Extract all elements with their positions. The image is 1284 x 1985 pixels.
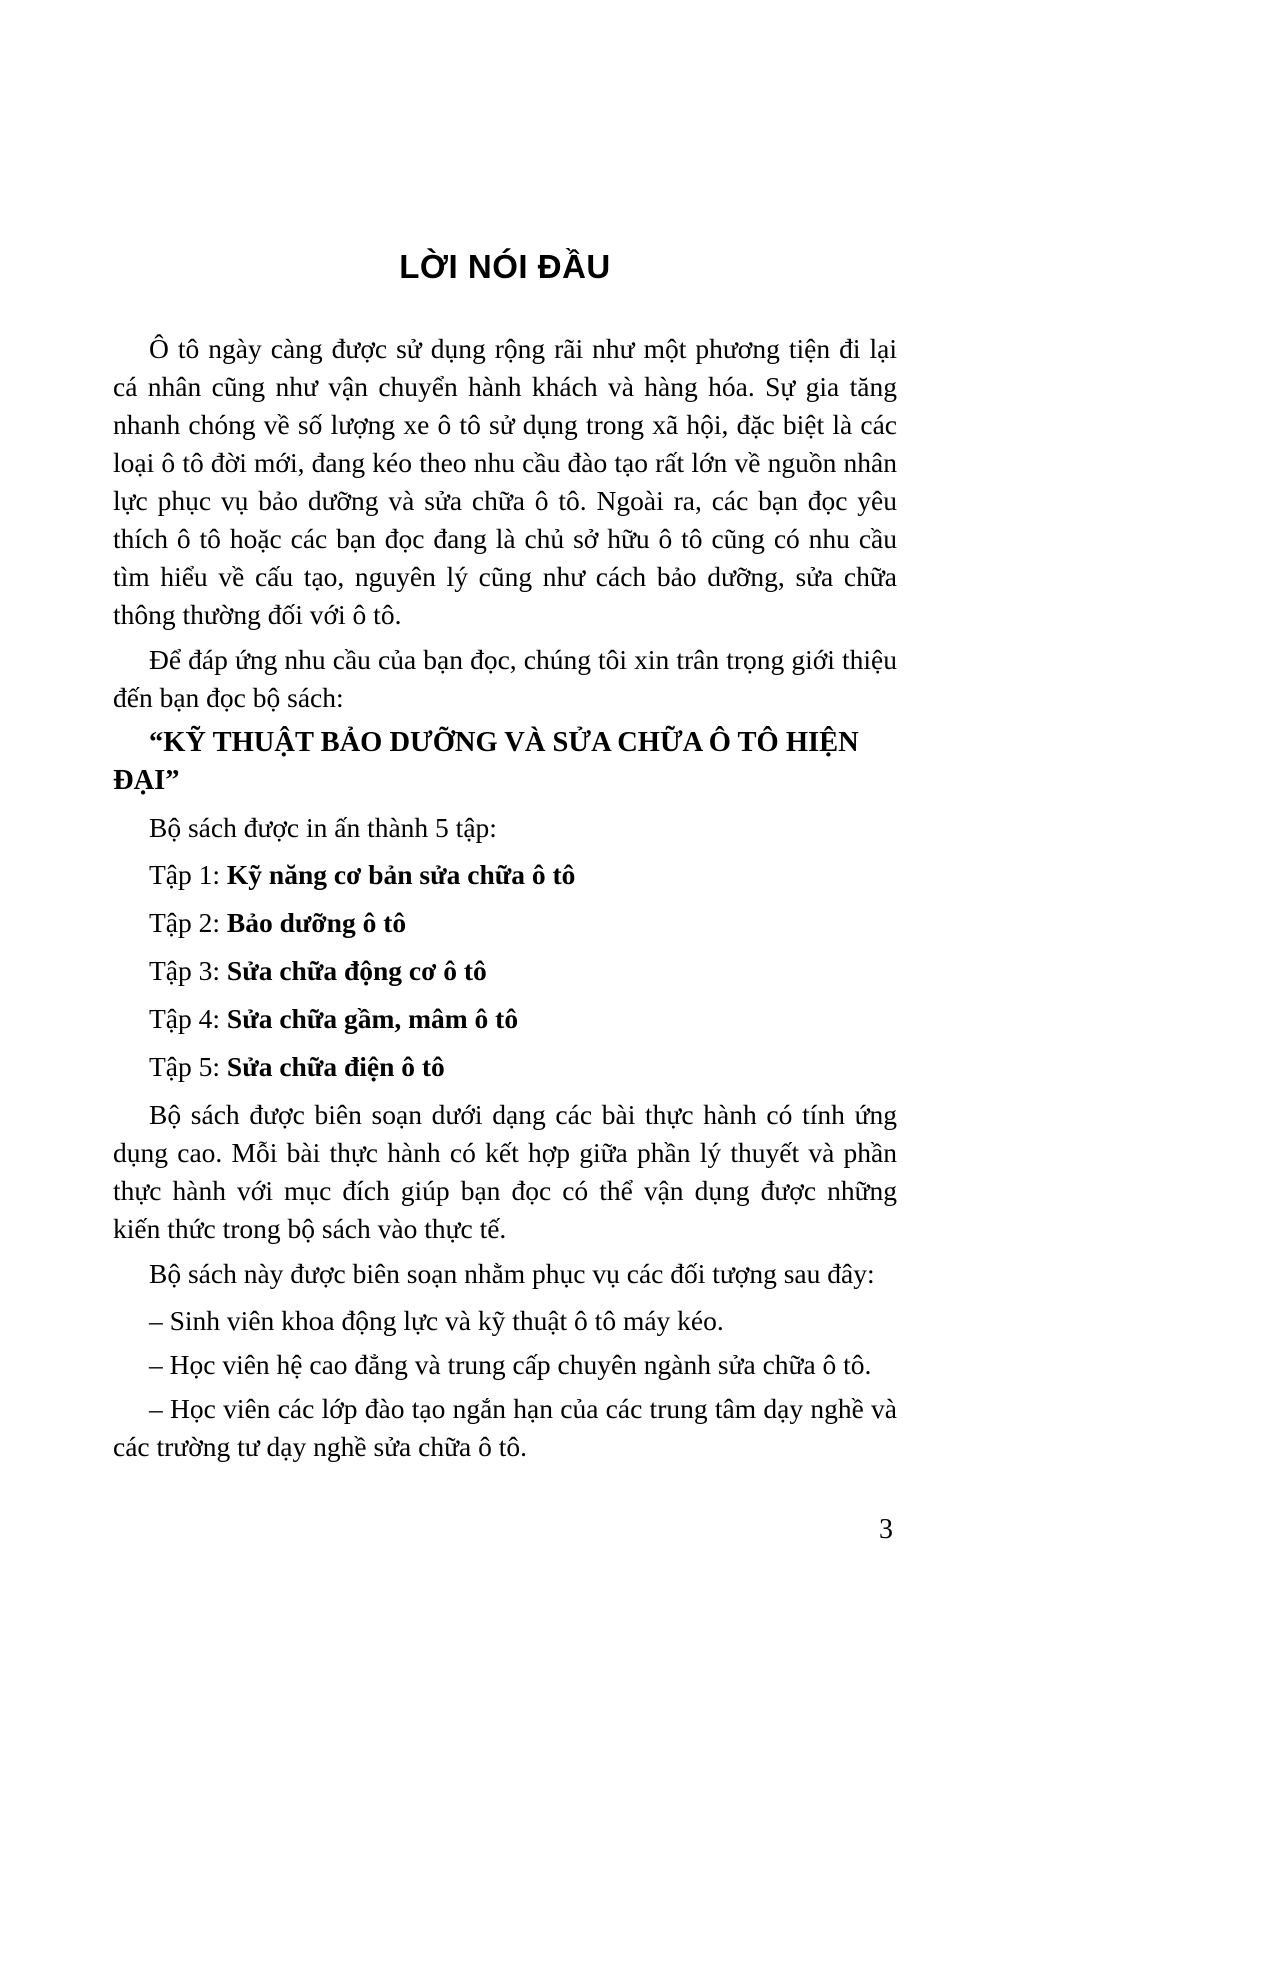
- volume-label: Tập 2:: [149, 907, 221, 938]
- paragraph-intro: Ô tô ngày càng được sử dụng rộng rãi như một phương tiện đi lại cá nhân cũng như vận chuyển hành khách và hàng hóa. Sự gia tăng nhanh chóng về số lượng xe ô tô sử dụng trong xã hội, đặc biệt là các loại ô tô đời mới, đang kéo theo nhu cầu đào tạo rất lớn về nguồn nhân lực phục vụ bảo dưỡng và sửa chữa ô tô. Ngoài ra, các bạn đọc yêu thích ô tô hoặc các bạn đọc đang là chủ sở hữu ô tô cũng có nhu cầu tìm hiểu về cấu tạo, nguyên lý cũng như cách bảo dưỡng, sửa chữa thông thường đối với ô tô.: [113, 333, 897, 630]
- volume-item-5: [113, 1048, 897, 1086]
- page-number: 3: [879, 1514, 893, 1545]
- paragraph-description: Bộ sách được biên soạn dưới dạng các bài thực hành có tính ứng dụng cao. Mỗi bài thực hành có kết hợp giữa phần lý thuyết và phần thực hành với mục đích giúp bạn đọc có thể vận dụng được những kiến thức trong bộ sách vào thực tế.: [113, 1099, 897, 1244]
- volume-label: Tập 3:: [149, 955, 221, 986]
- volume-name: Sửa chữa động cơ ô tô: [226, 955, 487, 986]
- volume-item-2: [113, 904, 897, 942]
- audience-item-1: – Sinh viên khoa động lực và kỹ thuật ô tô máy kéo.: [149, 1305, 724, 1336]
- series-title: “KỸ THUẬT BẢO DƯỠNG VÀ SỬA CHỮA Ô TÔ HIỆN ĐẠI”: [113, 727, 859, 796]
- paragraph-purpose: Để đáp ứng nhu cầu của bạn đọc, chúng tôi xin trân trọng giới thiệu đến bạn đọc bộ sách:: [113, 644, 897, 713]
- volume-name: Sửa chữa điện ô tô: [226, 1051, 445, 1082]
- page-title: LỜI NÓI ĐẦU: [399, 248, 611, 285]
- volume-label: Tập 4:: [149, 1003, 221, 1034]
- audience-item-3: – Học viên các lớp đào tạo ngắn hạn của các trung tâm dạy nghề và các trường tư dạy nghề sửa chữa ô tô.: [113, 1393, 897, 1462]
- volume-name: Bảo dưỡng ô tô: [226, 907, 407, 938]
- volume-name: Sửa chữa gầm, mâm ô tô: [226, 1003, 519, 1034]
- volume-name: Kỹ năng cơ bản sửa chữa ô tô: [226, 859, 576, 890]
- volume-label: Tập 5:: [149, 1051, 221, 1082]
- audience-item-2: – Học viên hệ cao đẳng và trung cấp chuyên ngành sửa chữa ô tô.: [149, 1349, 872, 1380]
- page-content: [113, 248, 897, 1549]
- volume-item-1: [113, 856, 897, 894]
- volume-label: Tập 1:: [149, 859, 221, 890]
- volume-item-4: [113, 1000, 897, 1038]
- print-note: Bộ sách được in ấn thành 5 tập:: [149, 812, 497, 843]
- volume-item-3: [113, 952, 897, 990]
- audience-intro: Bộ sách này được biên soạn nhằm phục vụ các đối tượng sau đây:: [149, 1258, 875, 1289]
